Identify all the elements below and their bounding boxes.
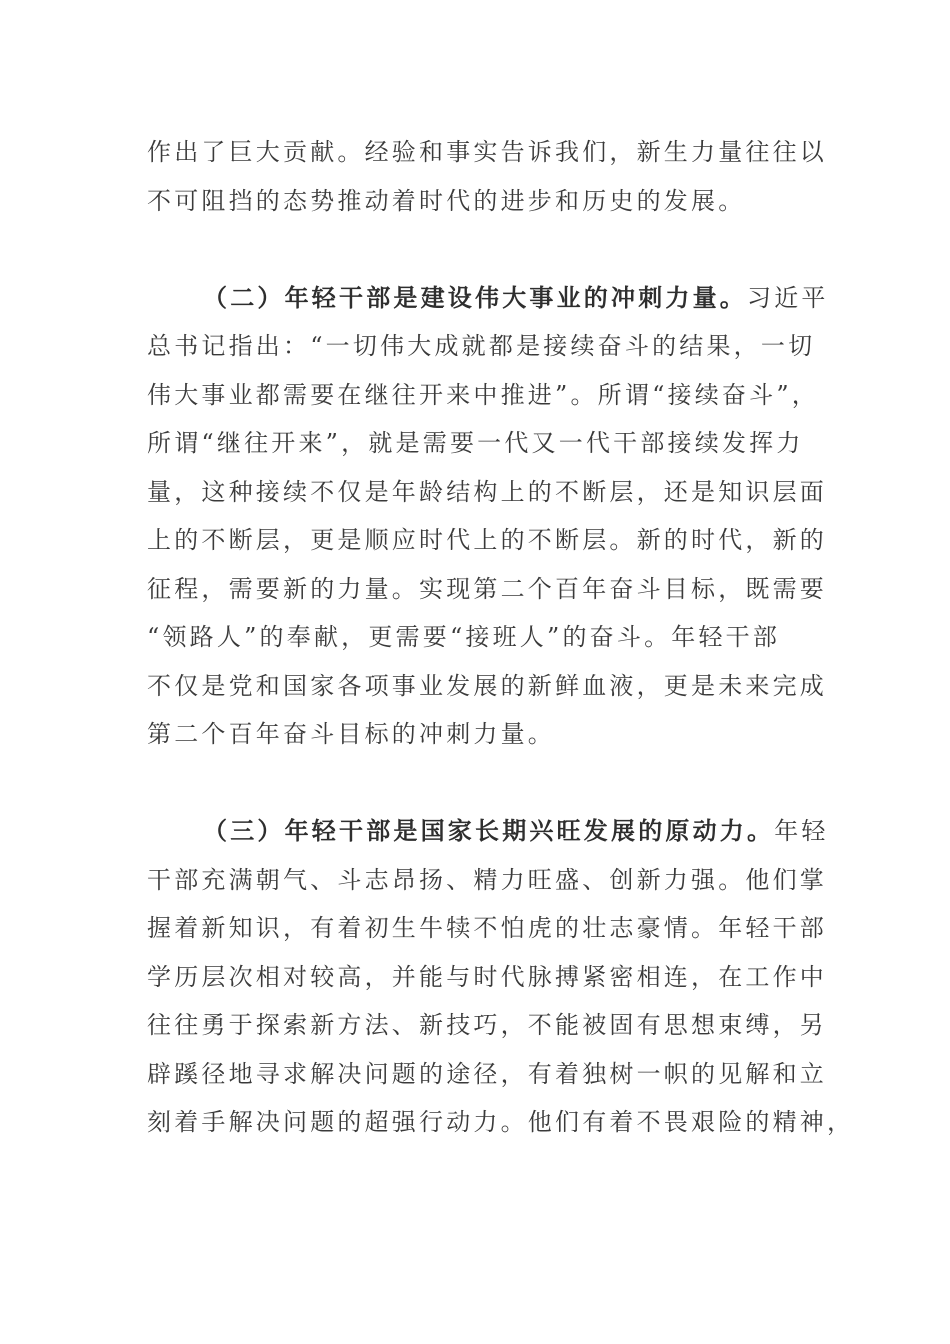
- text-line: 量，这种接续不仅是年龄结构上的不断层，还是知识层面: [147, 477, 827, 506]
- text-line: 不可阻挡的态势推动着时代的进步和历史的发展。: [147, 186, 746, 215]
- paragraph-section-two: [147, 274, 829, 759]
- text-line: 握着新知识，有着初生牛犊不怕虎的壮志豪情。年轻干部: [147, 914, 827, 942]
- section-heading: （三）年轻干部是国家长期兴旺发展的原动力。: [203, 816, 775, 845]
- text-line: “领路人”的奉献，更需要“接班人”的奋斗。年轻干部: [147, 623, 781, 651]
- text-run: 习近平: [747, 283, 829, 312]
- text-line: 上的不断层，更是顺应时代上的不断层。新的时代，新的: [147, 526, 827, 554]
- text-line: 往往勇于探索新方法、新技巧，不能被固有思想束缚，另: [147, 1011, 827, 1039]
- text-line: 征程，需要新的力量。实现第二个百年奋斗目标，既需要: [147, 574, 827, 603]
- text-run: 年轻: [774, 817, 829, 845]
- text-line-first: [147, 807, 829, 856]
- paragraph-section-three: [147, 807, 855, 1147]
- section-heading: （二）年轻干部是建设伟大事业的冲刺力量。: [203, 282, 747, 312]
- paragraph-continuation: [147, 128, 827, 225]
- text-line: 刻着手解决问题的超强行动力。他们有着不畏艰险的精神，: [147, 1108, 855, 1136]
- text-line: 干部充满朝气、斗志昂扬、精力旺盛、创新力强。他们掌: [147, 865, 827, 894]
- document-page: [147, 128, 855, 1147]
- text-line: 所谓“继往开来”，就是需要一代又一代干部接续发挥力: [147, 429, 804, 457]
- text-line: 不仅是党和国家各项事业发展的新鲜血液，更是未来完成: [147, 671, 827, 700]
- text-line: 总书记指出：“一切伟大成就都是接续奋斗的结果，一切: [147, 332, 816, 360]
- paragraph-spacer: [147, 759, 797, 808]
- text-line: 第二个百年奋斗目标的冲刺力量。: [147, 720, 555, 748]
- text-line: 学历层次相对较高，并能与时代脉搏紧密相连，在工作中: [147, 962, 827, 991]
- paragraph-spacer: [147, 225, 797, 274]
- text-line: 作出了巨大贡献。经验和事实告诉我们，新生力量往往以: [147, 138, 827, 166]
- text-line-first: [147, 274, 829, 323]
- text-line: 辟蹊径地寻求解决问题的途径，有着独树一帜的见解和立: [147, 1059, 827, 1088]
- text-line: 伟大事业都需要在继往开来中推进”。所谓“接续奋斗”，: [147, 380, 820, 409]
